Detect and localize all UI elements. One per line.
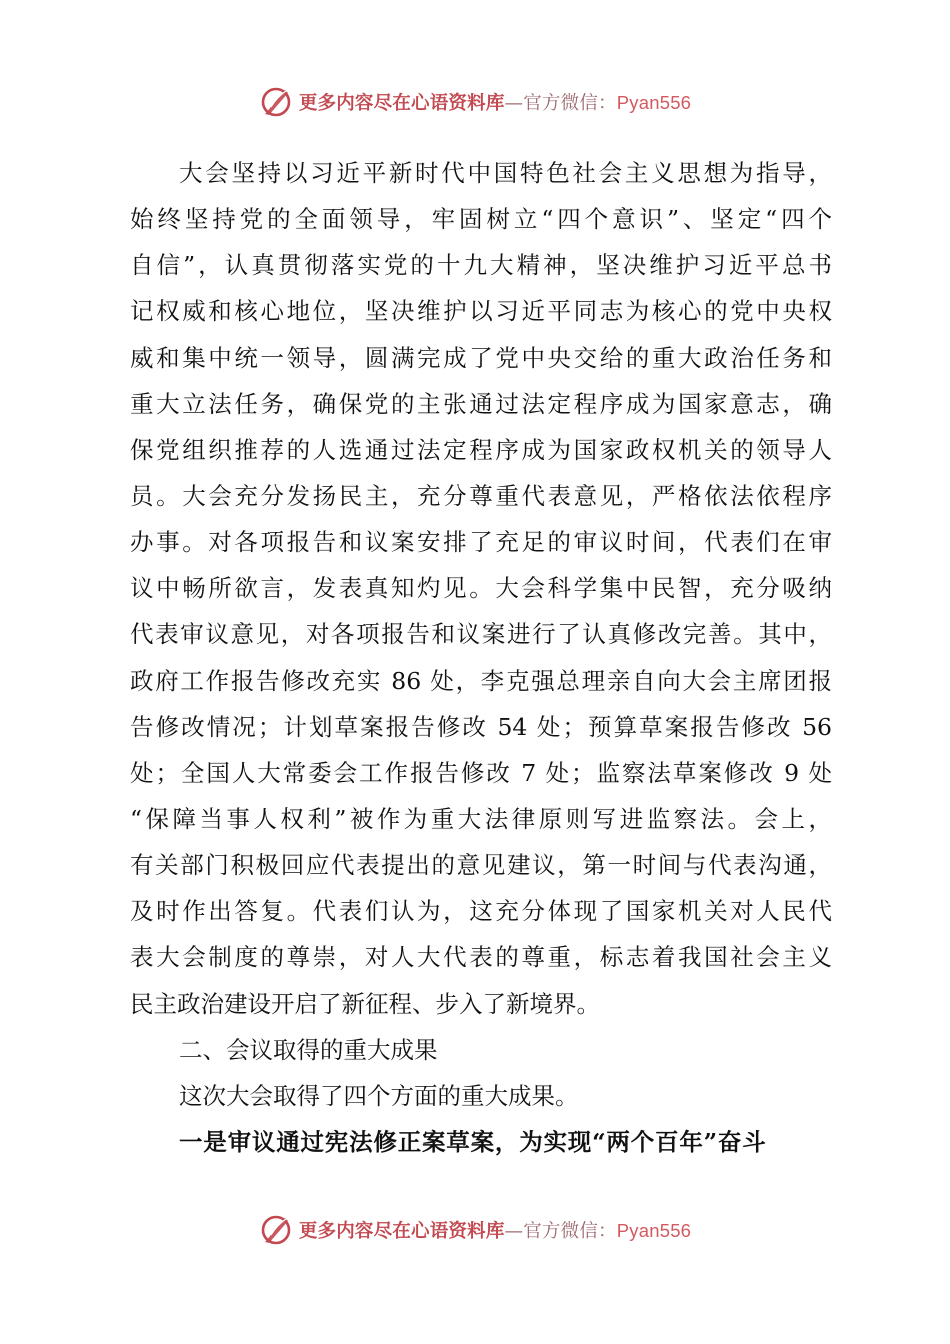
body-line: 告修改情况；计划草案报告修改 54 处；预算草案报告修改 56 bbox=[130, 712, 832, 741]
body-line: 议中畅所欲言，发表真知灼见。大会科学集中民智，充分吸纳 bbox=[130, 574, 832, 603]
body-line: 大会坚持以习近平新时代中国特色社会主义思想为指导， bbox=[179, 159, 832, 187]
body-line: 及时作出答复。代表们认为，这充分体现了国家机关对人民代 bbox=[130, 897, 832, 926]
body-line: 处；全国人大常委会工作报告修改 7 处；监察法草案修改 9 处 bbox=[130, 758, 832, 787]
body-line: 自信”，认真贯彻落实党的十九大精神，坚决维护习近平总书 bbox=[130, 251, 832, 280]
body-line: 办事。对各项报告和议案安排了充足的审议时间，代表们在审 bbox=[130, 528, 832, 557]
watermark-banner-bottom bbox=[0, 1210, 950, 1250]
body-line: 员。大会充分发扬民主，充分尊重代表意见，严格依法依程序 bbox=[130, 481, 832, 510]
quill-circle-logo-icon bbox=[259, 1213, 293, 1247]
body-line: 政府工作报告修改充实 86 处，李克强总理亲自向大会主席团报 bbox=[130, 666, 832, 695]
body-line: 保党组织推荐的人选通过法定程序成为国家政权机关的领导人 bbox=[130, 435, 832, 464]
body-line: 表大会制度的尊崇，对人大代表的尊重，标志着我国社会主义 bbox=[130, 943, 832, 972]
quill-circle-logo-icon bbox=[259, 85, 293, 119]
body-line: 威和集中统一领导，圆满完成了党中央交给的重大政治任务和 bbox=[130, 343, 832, 372]
watermark-text: 更多内容尽在心语资料库—官方微信：Pyan556 bbox=[298, 92, 692, 114]
body-line: 民主政治建设开启了新征程、步入了新境界。 bbox=[130, 989, 600, 1018]
document-body bbox=[130, 150, 832, 1165]
section-heading: 二、会议取得的重大成果 bbox=[179, 1035, 438, 1064]
bold-point-line: 一是审议通过宪法修正案草案，为实现“两个百年”奋斗 bbox=[179, 1127, 767, 1156]
body-line: 重大立法任务，确保党的主张通过法定程序成为国家意志，确 bbox=[130, 389, 832, 418]
watermark-banner-top bbox=[0, 82, 950, 122]
body-line: 始终坚持党的全面领导，牢固树立“四个意识”、坚定“四个 bbox=[130, 205, 832, 234]
body-line: 代表审议意见，对各项报告和议案进行了认真修改完善。其中， bbox=[130, 620, 832, 649]
body-line: 有关部门积极回应代表提出的意见建议，第一时间与代表沟通， bbox=[130, 851, 832, 880]
intro-line: 这次大会取得了四个方面的重大成果。 bbox=[179, 1081, 579, 1110]
body-line: “保障当事人权利”被作为重大法律原则写进监察法。会上， bbox=[130, 804, 832, 833]
watermark-text: 更多内容尽在心语资料库—官方微信：Pyan556 bbox=[298, 1220, 692, 1242]
body-line: 记权威和核心地位，坚决维护以习近平同志为核心的党中央权 bbox=[130, 297, 832, 326]
